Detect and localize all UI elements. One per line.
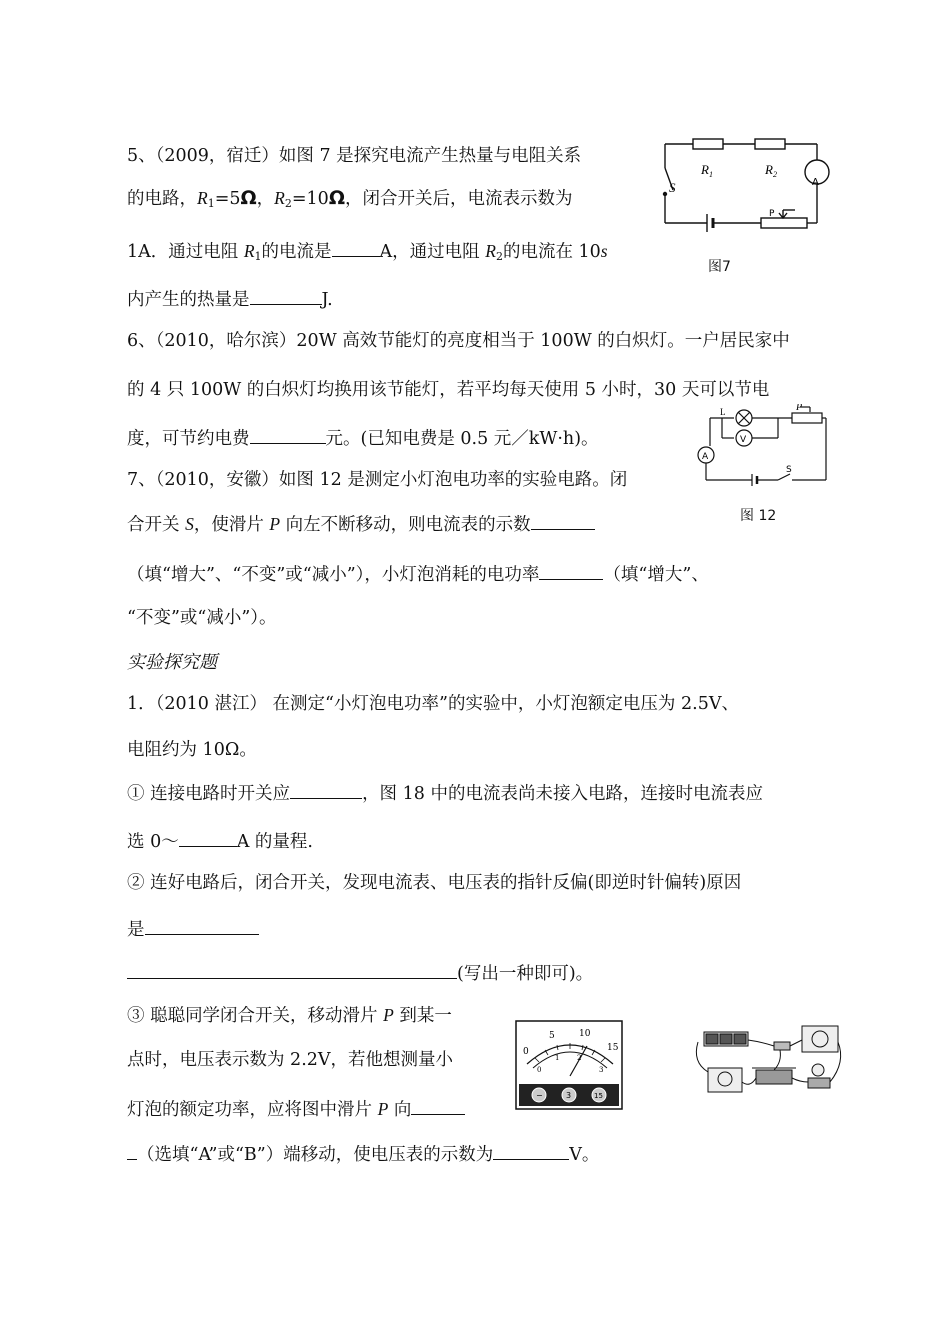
svg-text:L: L [720, 407, 726, 417]
q7-line-2: 合开关 S，使滑片 P 向左不断移动，则电流表的示数 [127, 511, 595, 537]
svg-text:0: 0 [537, 1066, 542, 1074]
e1-line-5: ② 连好电路后，闭合开关，发现电流表、电压表的指针反偏(即逆时针偏转)原因 [127, 873, 742, 893]
svg-text:P: P [769, 209, 775, 219]
q5-line-4: 内产生的热量是 J. [127, 286, 333, 312]
answer-blank [290, 780, 362, 799]
svg-text:A: A [812, 177, 819, 188]
svg-text:0: 0 [523, 1047, 529, 1057]
q6-line-2: 的 4 只 100W 的白炽灯均换用该节能灯，若平均每天使用 5 小时，30 天可以节电 [127, 380, 770, 400]
svg-text:15: 15 [607, 1043, 619, 1053]
q5-line-1: 5、（2009，宿迁）如图 7 是探究电流产生热量与电阻关系 [127, 146, 582, 166]
e1-line-7: (写出一种即可)。 [127, 960, 593, 986]
svg-text:15: 15 [594, 1092, 603, 1100]
e1-line-4: 选 0～ A 的量程. [127, 828, 313, 854]
e1-line-3: ① 连接电路时开关应 ，图 18 中的电流表尚未接入电路，连接时电流表应 [127, 780, 763, 806]
answer-blank [531, 511, 595, 530]
q7-line-1: 7、（2010，安徽）如图 12 是测定小灯泡电功率的实验电路。闭 [127, 470, 628, 490]
answer-blank [250, 286, 322, 305]
figure-12-circuit [692, 404, 840, 490]
svg-text:2: 2 [577, 1054, 582, 1062]
voltmeter-dial-figure [515, 1020, 625, 1112]
e1-line-8: ③ 聪聪同学闭合开关，移动滑片 P 到某一 [127, 1005, 452, 1026]
answer-blank [493, 1141, 569, 1160]
e1-line-6: 是 [127, 916, 259, 942]
svg-text:10: 10 [579, 1029, 591, 1039]
answer-blank [179, 828, 237, 847]
q7-line-4: “不变”或“减小”）。 [127, 608, 277, 628]
q5-line-2: 的电路，$R_1=5\Omega$，$R_2=10\Omega$，闭合开关后，电流表示数为 [127, 187, 573, 210]
q5-line-3: 1A．通过电阻 $R_1$的电流是 A，通过电阻 $R_2$的电流在 10s [127, 238, 608, 269]
svg-text:3: 3 [566, 1091, 572, 1100]
svg-text:S: S [669, 180, 676, 195]
svg-text:P: P [796, 404, 803, 413]
e1-line-1: 1．（2010 湛江） 在测定“小灯泡电功率”的实验中，小灯泡额定电压为 2.5V、 [127, 694, 739, 714]
figure-7-caption: 图7 [708, 259, 731, 275]
section-title: 实验探究题 [127, 652, 217, 672]
answer-blank [539, 561, 603, 580]
q6-line-1: 6、（2010，哈尔滨）20W 高效节能灯的亮度相当于 100W 的白炽灯。一户居民家中 [127, 331, 790, 351]
answer-blank [332, 238, 380, 257]
answer-blank [127, 1141, 137, 1160]
omega-symbol: Ω [328, 187, 345, 209]
svg-text:A: A [702, 452, 709, 462]
svg-text:1: 1 [555, 1054, 560, 1062]
svg-text:R1: $R_1$ [701, 162, 713, 179]
figure-12-caption: 图 12 [740, 508, 777, 524]
svg-text:V: V [740, 435, 747, 445]
answer-blank [250, 425, 326, 444]
q7-line-3: （填“增大”、“不变”或“减小”），小灯泡消耗的电功率 （填“增大”、 [127, 561, 709, 587]
svg-text:S: S [786, 465, 792, 475]
answer-blank [411, 1096, 465, 1115]
figure-7-circuit [655, 130, 835, 240]
e1-line-11: （选填“A”或“B”）端移动，使电压表的示数为 V。 [127, 1141, 599, 1167]
e1-line-10: 灯泡的额定功率，应将图中滑片 P 向 [127, 1096, 465, 1122]
q6-line-3: 度，可节约电费 元。(已知电费是 0.5 元／kW·h)。 [127, 425, 599, 451]
omega-symbol: Ω [240, 187, 257, 209]
apparatus-figure [690, 1022, 848, 1096]
e1-line-2: 电阻约为 10Ω。 [127, 740, 257, 760]
svg-text:−: − [536, 1091, 543, 1100]
svg-text:R2: $R_2$ [765, 162, 777, 179]
svg-text:5: 5 [549, 1031, 555, 1041]
e1-line-9: 点时，电压表示数为 2.2V，若他想测量小 [127, 1050, 454, 1070]
answer-blank [127, 960, 457, 979]
svg-text:3: 3 [599, 1066, 604, 1074]
answer-blank [145, 916, 259, 935]
